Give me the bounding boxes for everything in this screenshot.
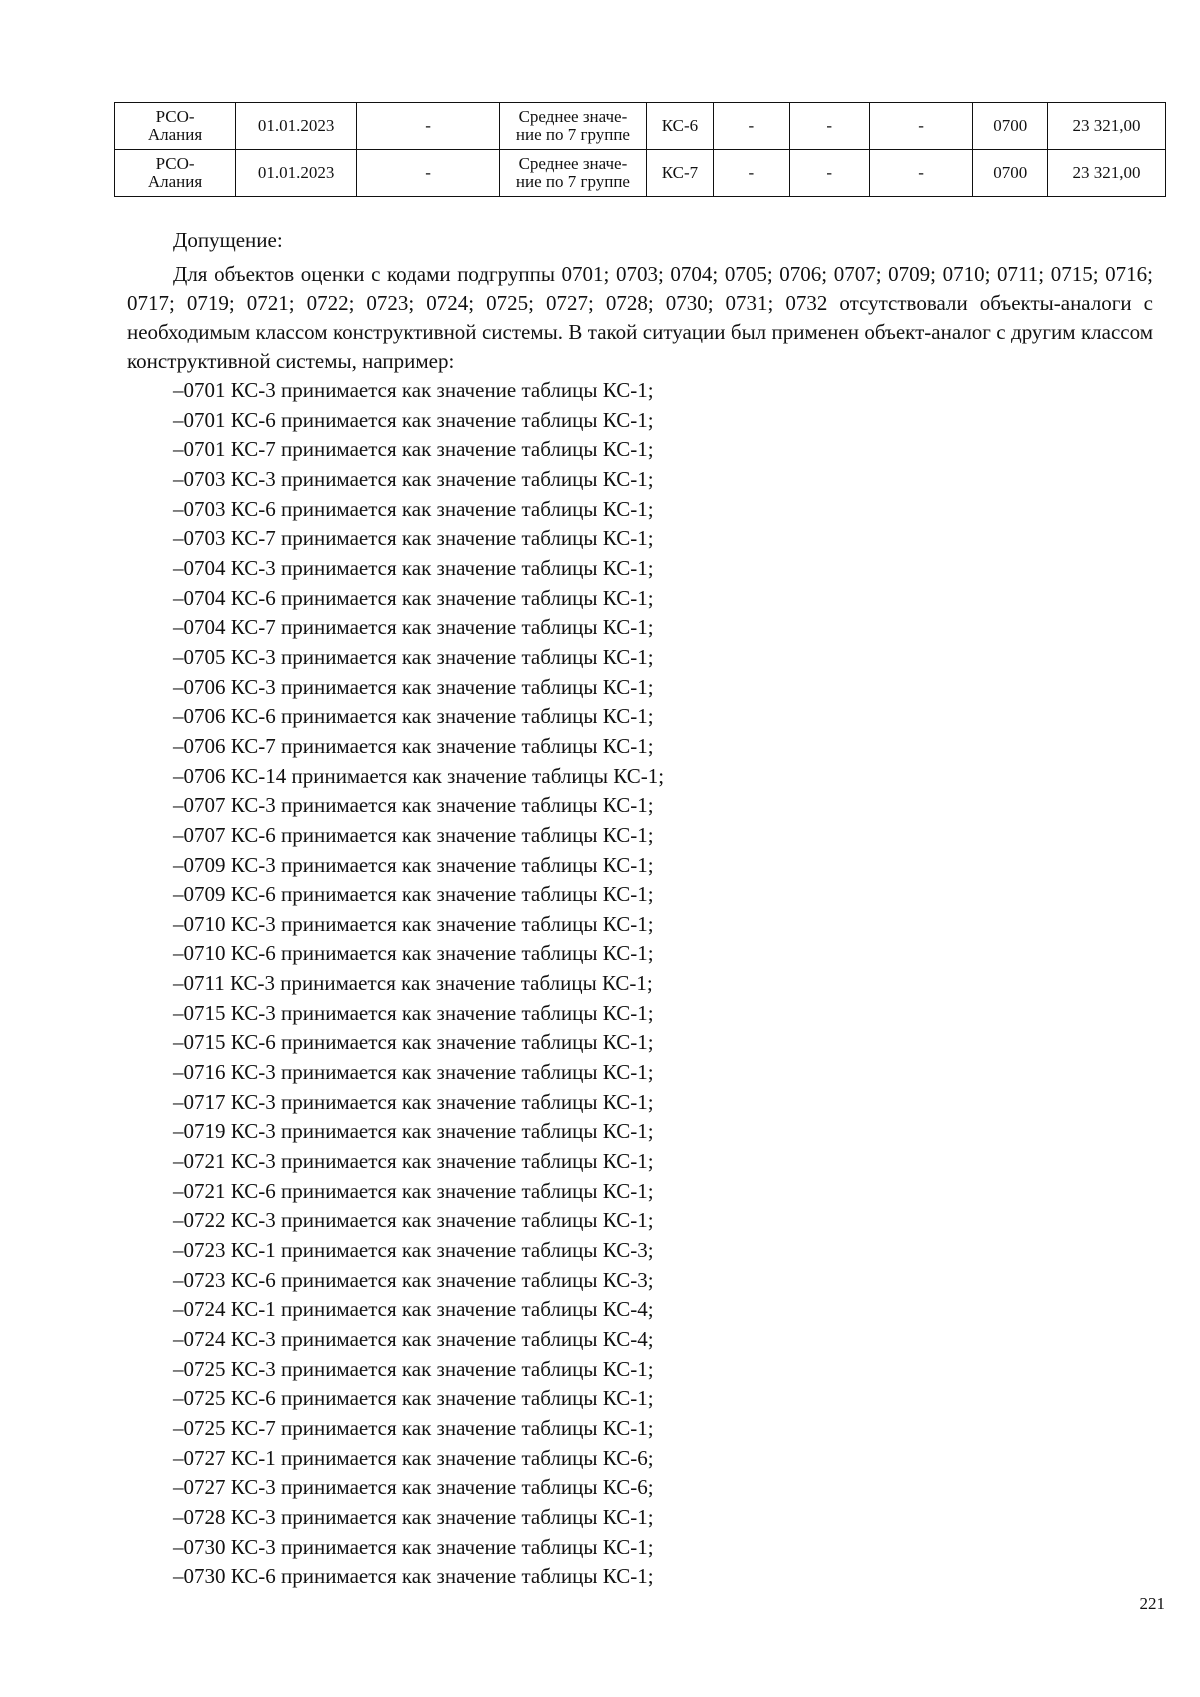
list-item: –0710 КС-6 принимается как значение таблицы КС-1; (173, 941, 654, 966)
list-item: –0704 КС-3 принимается как значение таблицы КС-1; (173, 555, 654, 580)
list-item: –0706 КС-3 принимается как значение таблицы КС-1; (173, 674, 654, 699)
list-item: –0709 КС-3 принимается как значение таблицы КС-1; (173, 852, 654, 877)
list-item: –0722 КС-3 принимается как значение таблицы КС-1; (173, 1208, 654, 1233)
table-cell: - (713, 150, 789, 197)
table-cell: - (357, 103, 500, 150)
list-item: –0701 КС-7 принимается как значение таблицы КС-1; (173, 437, 654, 462)
date-cell: 01.01.2023 (236, 103, 357, 150)
region-cell: РСО- Алания (115, 150, 236, 197)
values-table (114, 102, 1166, 197)
list-item: –0705 КС-3 принимается как значение таблицы КС-1; (173, 644, 654, 669)
list-item: –0707 КС-6 принимается как значение таблицы КС-1; (173, 822, 654, 847)
list-item: –0711 КС-3 принимается как значение таблицы КС-1; (173, 971, 653, 996)
table-row (115, 103, 1166, 150)
table-cell: - (713, 103, 789, 150)
list-item: –0706 КС-6 принимается как значение таблицы КС-1; (173, 704, 654, 729)
list-item: –0706 КС-14 принимается как значение таблицы КС-1; (173, 763, 665, 788)
list-item: –0723 КС-1 принимается как значение таблицы КС-3; (173, 1238, 654, 1263)
list-item: –0703 КС-7 принимается как значение таблицы КС-1; (173, 526, 654, 551)
list-item: –0701 КС-3 принимается как значение таблицы КС-1; (173, 378, 654, 402)
list-item: –0724 КС-1 принимается как значение таблицы КС-4; (173, 1297, 654, 1322)
class-cell: КС-7 (646, 150, 713, 197)
code-cell: 0700 (973, 103, 1048, 150)
table-cell: - (869, 150, 973, 197)
list-item: –0723 КС-6 принимается как значение таблицы КС-3; (173, 1267, 654, 1292)
page-number: 221 (1139, 1594, 1165, 1613)
list-item: –0727 КС-1 принимается как значение таблицы КС-6; (173, 1445, 654, 1470)
table-cell: - (789, 103, 869, 150)
assumption-heading: Допущение: (173, 228, 283, 252)
class-cell: КС-6 (646, 103, 713, 150)
list-item: –0707 КС-3 принимается как значение таблицы КС-1; (173, 793, 654, 818)
list-item: –0704 КС-6 принимается как значение таблицы КС-1; (173, 585, 654, 610)
code-cell: 0700 (973, 150, 1048, 197)
list-item: –0703 КС-3 принимается как значение таблицы КС-1; (173, 466, 654, 491)
method-cell: Среднее значе- ние по 7 группе (499, 103, 646, 150)
table-cell: - (789, 150, 869, 197)
date-cell: 01.01.2023 (236, 150, 357, 197)
list-item: –0730 КС-3 принимается как значение таблицы КС-1; (173, 1534, 654, 1559)
intro-paragraph: Для объектов оценки с кодами подгруппы 0701; 0703; 0704; 0705; 0706; 0707; 0709; 0710; 0711; 0715; 0716; 0717; 0719; 0721; 0722; 0723; 0724; 0725; 0727; 0728; 0730; 0731; 0732 отсутствовали объекты-аналоги с необходимым классом конструктивной системы. В такой ситуации был применен объект-аналог с другим классом конструктивной системы, например: (127, 262, 1153, 373)
list-item: –0710 КС-3 принимается как значение таблицы КС-1; (173, 911, 654, 936)
list-item: –0704 КС-7 принимается как значение таблицы КС-1; (173, 615, 654, 640)
region-cell: РСО- Алания (115, 103, 236, 150)
list-item: –0715 КС-6 принимается как значение таблицы КС-1; (173, 1030, 654, 1055)
table-cell: - (869, 103, 973, 150)
list-item: –0715 КС-3 принимается как значение таблицы КС-1; (173, 1000, 654, 1025)
list-item: –0725 КС-6 принимается как значение таблицы КС-1; (173, 1386, 654, 1411)
list-item: –0730 КС-6 принимается как значение таблицы КС-1; (173, 1564, 654, 1589)
table-cell: - (357, 150, 500, 197)
list-item: –0721 КС-3 принимается как значение таблицы КС-1; (173, 1149, 654, 1174)
mapping-list (127, 376, 1153, 1592)
list-item: –0725 КС-3 принимается как значение таблицы КС-1; (173, 1356, 654, 1381)
value-cell: 23 321,00 (1048, 103, 1166, 150)
list-item: –0721 КС-6 принимается как значение таблицы КС-1; (173, 1178, 654, 1203)
list-item: –0727 КС-3 принимается как значение таблицы КС-6; (173, 1475, 654, 1500)
list-item: –0706 КС-7 принимается как значение таблицы КС-1; (173, 733, 654, 758)
list-item: –0725 КС-7 принимается как значение таблицы КС-1; (173, 1415, 654, 1440)
list-item: –0724 КС-3 принимается как значение таблицы КС-4; (173, 1327, 654, 1351)
list-item: –0717 КС-3 принимается как значение таблицы КС-1; (173, 1089, 654, 1114)
table-row (115, 150, 1166, 197)
list-item: –0728 КС-3 принимается как значение таблицы КС-1; (173, 1504, 654, 1529)
list-item: –0703 КС-6 принимается как значение таблицы КС-1; (173, 496, 654, 521)
list-item: –0719 КС-3 принимается как значение таблицы КС-1; (173, 1119, 654, 1144)
value-cell: 23 321,00 (1048, 150, 1166, 197)
list-item: –0716 КС-3 принимается как значение таблицы КС-1; (173, 1060, 654, 1085)
method-cell: Среднее значе- ние по 7 группе (499, 150, 646, 197)
assumption-section (127, 226, 1153, 1592)
list-item: –0701 КС-6 принимается как значение таблицы КС-1; (173, 407, 654, 432)
list-item: –0709 КС-6 принимается как значение таблицы КС-1; (173, 882, 654, 907)
